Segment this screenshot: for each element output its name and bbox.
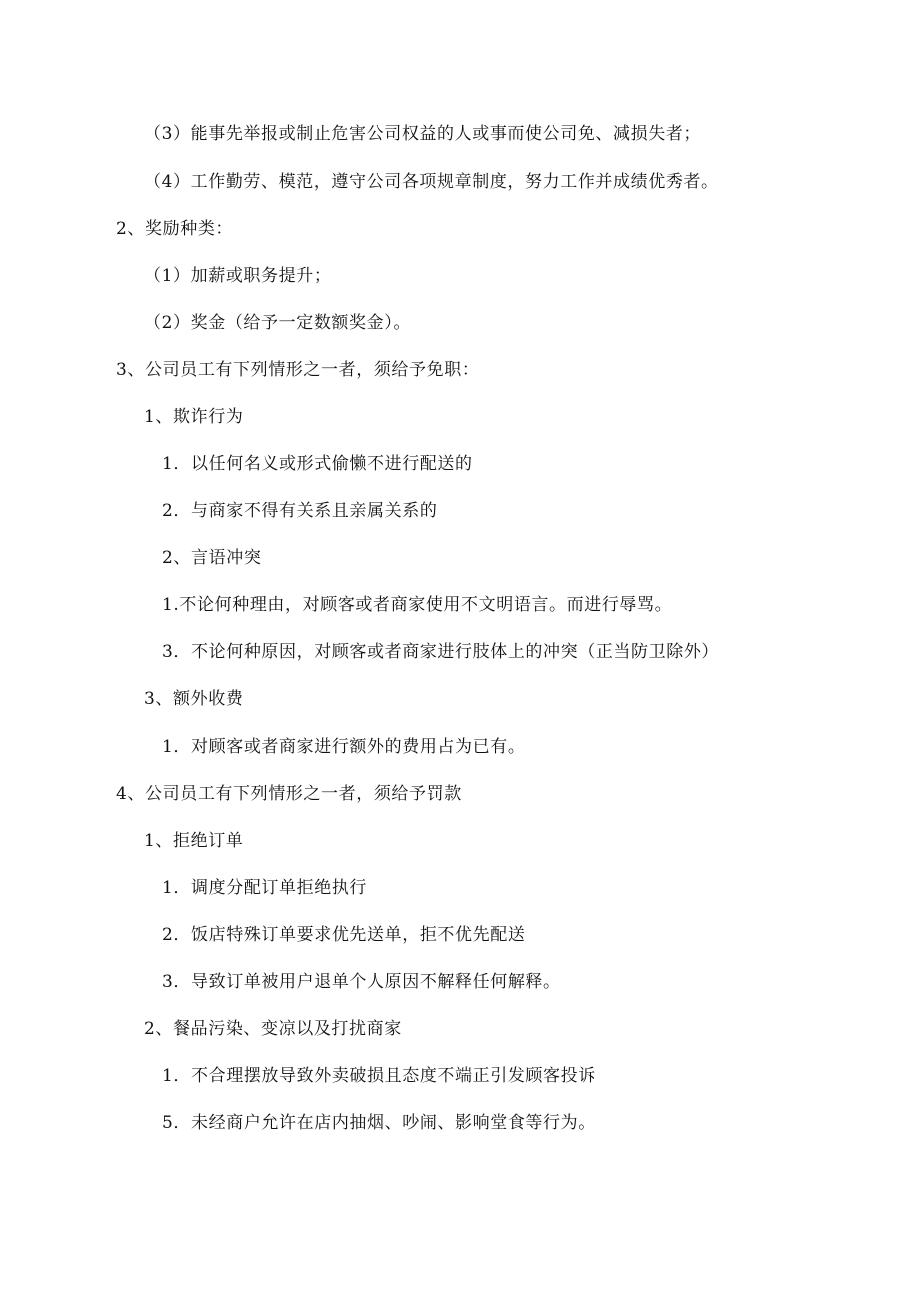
list-item: 1．对顾客或者商家进行额外的费用占为已有。: [162, 737, 526, 757]
list-item: 1．以任何名义或形式偷懒不进行配送的: [162, 454, 473, 474]
list-item: 3．不论何种原因，对顾客或者商家进行肢体上的冲突（正当防卫除外）: [162, 642, 720, 662]
paragraph: （2）奖金（给予一定数额奖金）。: [144, 313, 411, 333]
list-item: 1.不论何种理由，对顾客或者商家使用不文明语言。而进行辱骂。: [162, 595, 673, 615]
list-item: 5．未经商户允许在店内抽烟、吵闹、影响堂食等行为。: [162, 1113, 596, 1133]
subsection-heading: 2、言语冲突: [162, 548, 262, 568]
paragraph: （4）工作勤劳、模范，遵守公司各项规章制度，努力工作并成绩优秀者。: [144, 172, 719, 192]
section-heading: 4、公司员工有下列情形之一者，须给予罚款: [116, 784, 462, 804]
subsection-heading: 2、餐品污染、变凉以及打扰商家: [144, 1019, 402, 1039]
list-item: 1．不合理摆放导致外卖破损且态度不端正引发顾客投诉: [162, 1066, 596, 1086]
list-item: 2．饭店特殊订单要求优先送单，拒不优先配送: [162, 925, 526, 945]
paragraph: （3）能事先举报或制止危害公司权益的人或事而使公司免、减损失者；: [144, 124, 702, 144]
section-heading: 2、奖励种类：: [116, 219, 234, 239]
subsection-heading: 1、拒绝订单: [144, 831, 244, 851]
paragraph: （1）加薪或职务提升；: [144, 266, 332, 286]
section-heading: 3、公司员工有下列情形之一者，须给予免职：: [116, 360, 480, 380]
subsection-heading: 1、欺诈行为: [144, 407, 244, 427]
list-item: 3．导致订单被用户退单个人原因不解释任何解释。: [162, 972, 561, 992]
subsection-heading: 3、额外收费: [144, 689, 244, 709]
list-item: 1．调度分配订单拒绝执行: [162, 878, 368, 898]
list-item: 2．与商家不得有关系且亲属关系的: [162, 501, 438, 521]
